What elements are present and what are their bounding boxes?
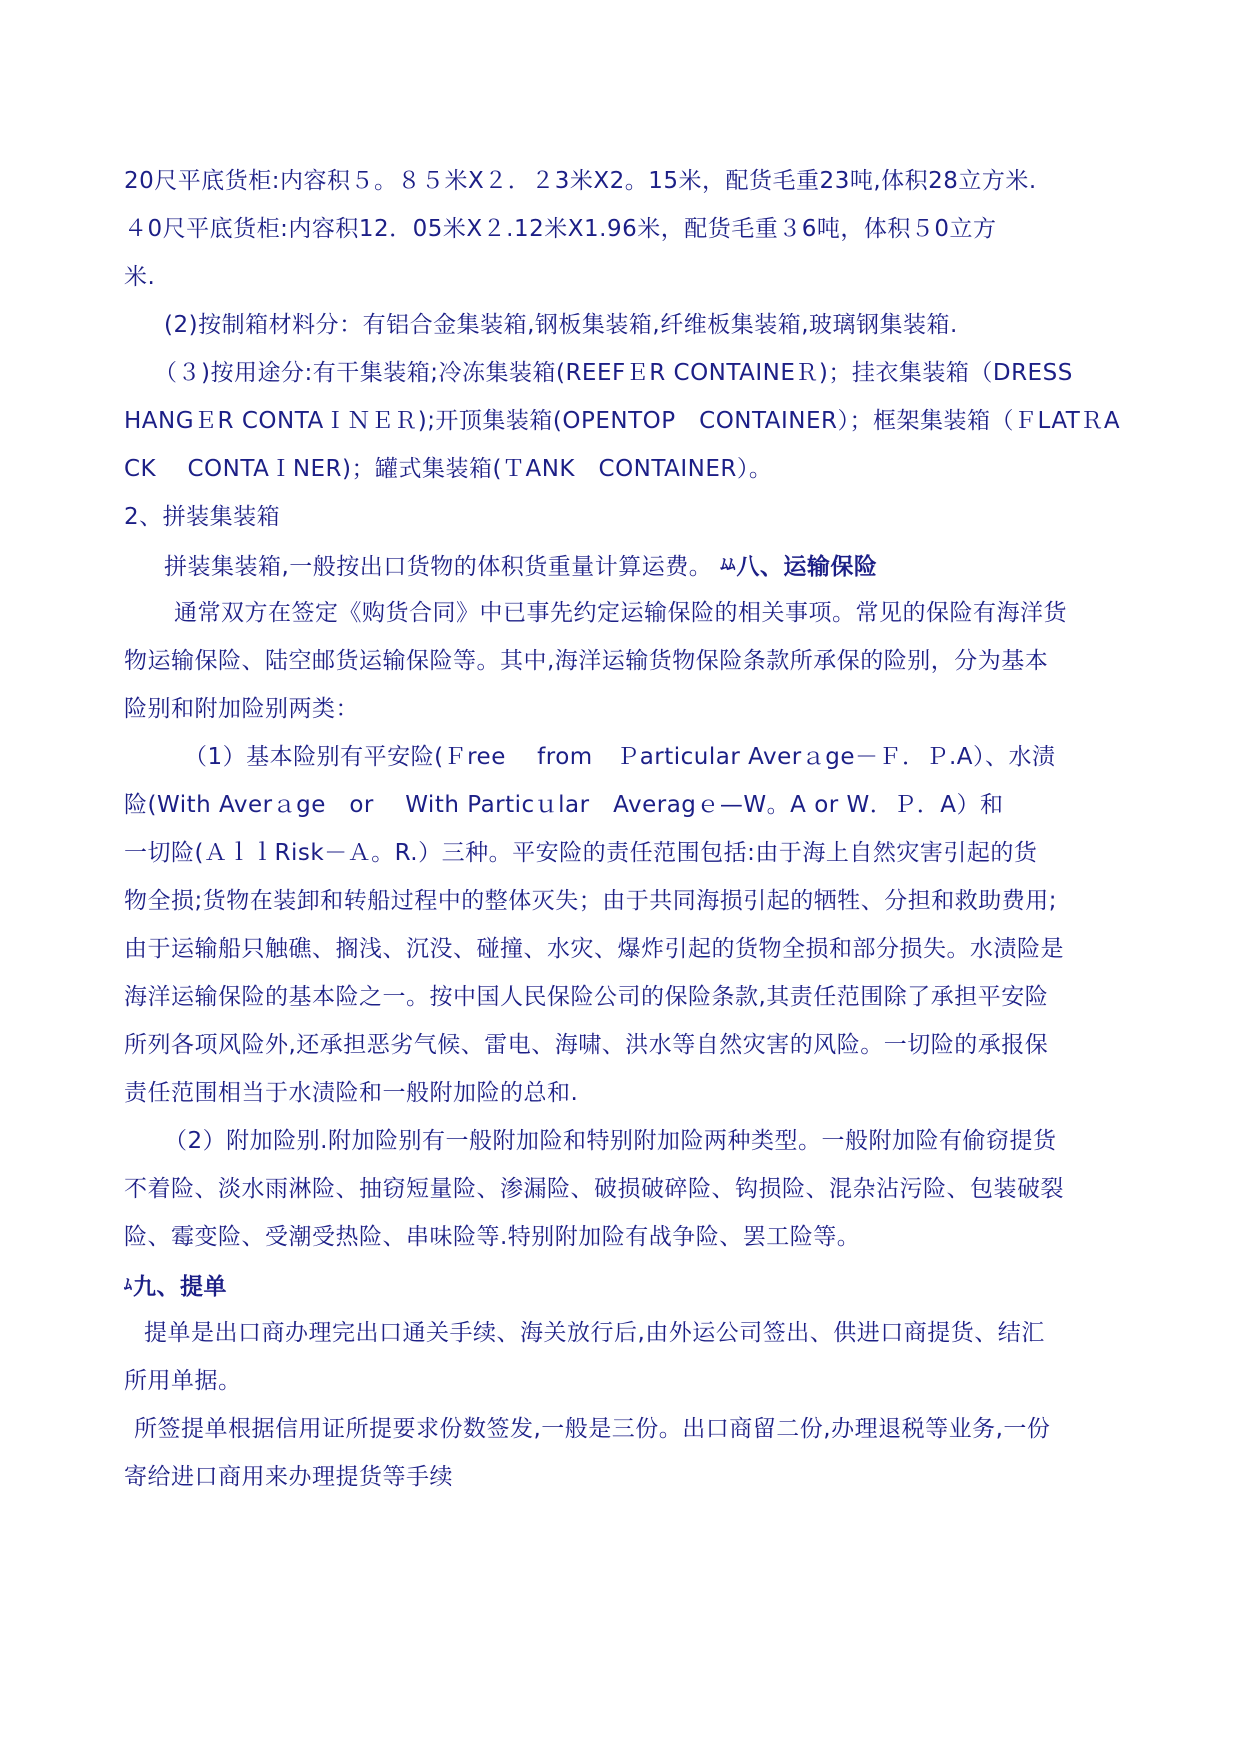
text-line — [124, 1309, 1121, 1357]
paragraph-text: 拼装集装箱,一般按出口货物的体积货重量计算运费。 — [164, 554, 713, 580]
paragraph-text: （2）附加险别.附加险别有一般附加险和特别附加险两种类型。一般附加险有偷窃提货 — [164, 1128, 1057, 1154]
paragraph-text: 物运输保险、陆空邮货运输保险等。其中,海洋运输货物保险条款所承保的险别，分为基本 — [124, 648, 1049, 674]
paragraph-text: 提单是出口商办理完出口通关手续、海关放行后,由外运公司签出、供进口商提货、结汇 — [144, 1320, 1045, 1346]
text-line — [124, 1165, 1121, 1213]
text-line — [124, 973, 1121, 1021]
paragraph-text: 所列各项风险外,还承担恶劣气候、雷电、海啸、洪水等自然灾害的风险。一切险的承报保 — [124, 1032, 1049, 1058]
section-heading: 八、运输保险 — [736, 554, 878, 580]
section-marker-icon: ﾑ — [124, 1275, 132, 1294]
text-line — [124, 829, 1121, 877]
paragraph-text: 不着险、淡水雨淋险、抽窃短量险、渗漏险、破损破碎险、钩损险、混杂沾污险、包装破裂 — [124, 1176, 1064, 1202]
text-line — [124, 1453, 1121, 1501]
text-line — [124, 493, 1121, 541]
text-line — [124, 157, 1121, 205]
text-line — [124, 445, 1121, 493]
paragraph-text: HANGＥR CONTAＩＮＥＲ);开顶集装箱(OPENTOP CONTAINER）；框架集装箱（ＦLATＲA — [124, 408, 1121, 434]
paragraph-text: 由于运输船只触礁、搁浅、沉没、碰撞、水灾、爆炸引起的货物全损和部分损失。水渍险是 — [124, 936, 1064, 962]
text-line — [124, 349, 1121, 397]
paragraph-text: (2)按制箱材料分：有铝合金集装箱,钢板集装箱,纤维板集装箱,玻璃钢集装箱. — [164, 312, 958, 338]
paragraph-text: （1）基本险别有平安险(Ｆree from Ｐarticular Averａge－Ｆ．Ｐ.A）、水渍 — [184, 744, 1056, 770]
paragraph-text: 一切险(ＡｌｌRisk－Ａ。R.）三种。平安险的责任范围包括:由于海上自然灾害引起的货 — [124, 840, 1038, 866]
paragraph-text: ４0尺平底货柜:内容积12．05米X２.12米X1.96米，配货毛重３6吨，体积５0立方 — [124, 216, 997, 242]
paragraph-text: 物全损;货物在装卸和转船过程中的整体灭失；由于共同海损引起的牺牲、分担和救助费用; — [124, 888, 1057, 914]
document-body — [124, 157, 1121, 1501]
paragraph-text: 所用单据。 — [124, 1368, 242, 1394]
text-line — [124, 1357, 1121, 1405]
paragraph-text: 通常双方在签定《购货合同》中已事先约定运输保险的相关事项。常见的保险有海洋货 — [174, 600, 1067, 626]
paragraph-text: 险别和附加险别两类： — [124, 696, 359, 722]
paragraph-text: 20尺平底货柜:内容积５。８５米X２．２3米X2。15米，配货毛重23吨,体积28立方米. — [124, 168, 1037, 194]
text-line — [124, 1117, 1121, 1165]
paragraph-text: 海洋运输保险的基本险之一。按中国人民保险公司的保险条款,其责任范围除了承担平安险 — [124, 984, 1049, 1010]
text-line — [124, 253, 1121, 301]
paragraph-text: 险、霉变险、受潮受热险、串味险等.特别附加险有战争险、罢工险等。 — [124, 1224, 861, 1250]
text-line — [124, 397, 1121, 445]
text-line — [124, 541, 1121, 589]
paragraph-text: （３)按用途分:有干集装箱;冷冻集装箱(REEFＥR CONTAINEＲ)；挂衣集装箱（DRESS — [154, 360, 1073, 386]
paragraph-text: 所签提单根据信用证所提要求份数签发,一般是三份。出口商留二份,办理退税等业务,一份 — [134, 1416, 1051, 1442]
paragraph-text: 2、拼装集装箱 — [124, 504, 281, 530]
text-line — [124, 685, 1121, 733]
text-line — [124, 637, 1121, 685]
paragraph-text: CK CONTAＩNER)；罐式集装箱(ＴANK CONTAINER）。 — [124, 456, 773, 482]
text-line — [124, 1213, 1121, 1261]
text-line — [124, 925, 1121, 973]
text-line — [124, 781, 1121, 829]
section-heading: 九、提单 — [133, 1274, 228, 1300]
text-line — [124, 1405, 1121, 1453]
text-line — [124, 301, 1121, 349]
paragraph-text: 寄给进口商用来办理提货等手续 — [124, 1464, 453, 1490]
text-line — [124, 1021, 1121, 1069]
text-line — [124, 877, 1121, 925]
section-marker-icon: ﾑﾑ — [720, 555, 735, 574]
paragraph-text: 责任范围相当于水渍险和一般附加险的总和. — [124, 1080, 579, 1106]
text-line — [124, 733, 1121, 781]
paragraph-text: 米. — [124, 264, 156, 290]
paragraph-text: 险(With Averａge or With Particｕlar Averagｅ—W。A or W．Ｐ．A）和 — [124, 792, 1004, 818]
text-line — [124, 1069, 1121, 1117]
text-line — [124, 1261, 1121, 1309]
text-line — [124, 589, 1121, 637]
text-line — [124, 205, 1121, 253]
